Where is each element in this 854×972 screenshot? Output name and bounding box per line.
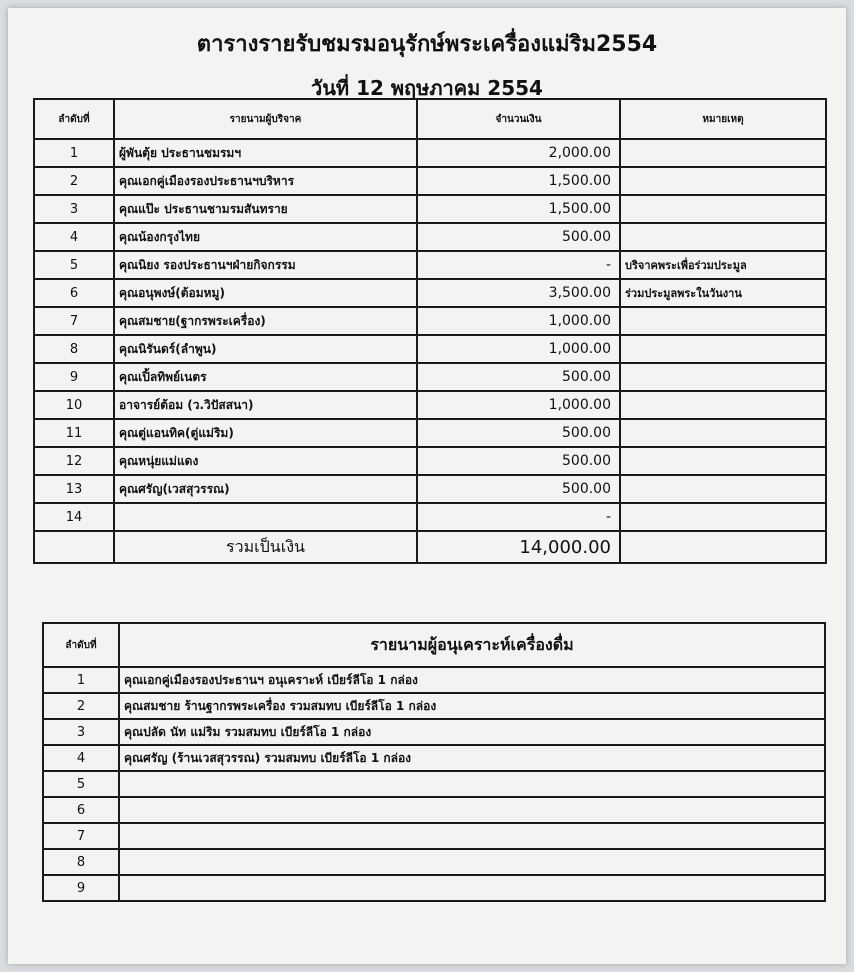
total-row (34, 531, 826, 563)
donation-seq: 1 (34, 139, 114, 167)
donation-seq: 5 (34, 251, 114, 279)
donor-name: คุณเปิ้ลทิพย์เนตร (114, 363, 417, 391)
drink-desc: คุณปลัด นัท แม่ริม รวมสมทบ เบียร์ลีโอ 1 กล่อง (119, 719, 825, 745)
drink-desc: คุณเอกคู่เมืองรองประธานฯ อนุเคราะห์ เบียร์ลีโอ 1 กล่อง (119, 667, 825, 693)
drink-row (43, 875, 825, 901)
donation-amount: 1,500.00 (417, 167, 620, 195)
donation-note (620, 335, 826, 363)
donor-name: คุณหนุ่ยแม่แดง (114, 447, 417, 475)
donation-row (34, 223, 826, 251)
drink-desc: คุณศรัญ (ร้านเวสสุวรรณ) รวมสมทบ เบียร์ลีโอ 1 กล่อง (119, 745, 825, 771)
page-title: ตารางรายรับชมรมอนุรักษ์พระเครื่องแม่ริม2554 (196, 32, 658, 57)
donation-note (620, 447, 826, 475)
donation-amount: 1,000.00 (417, 391, 620, 419)
donation-note (620, 503, 826, 531)
donation-row (34, 419, 826, 447)
donation-row (34, 251, 826, 279)
donation-note (620, 167, 826, 195)
drink-desc (119, 823, 825, 849)
drink-row (43, 693, 825, 719)
drink-desc (119, 849, 825, 875)
drink-row (43, 797, 825, 823)
donation-amount: 500.00 (417, 447, 620, 475)
donation-note (620, 139, 826, 167)
donation-note (620, 223, 826, 251)
drink-row (43, 667, 825, 693)
drink-seq: 2 (43, 693, 119, 719)
drink-seq: 6 (43, 797, 119, 823)
drink-desc (119, 771, 825, 797)
donor-name: คุณสมชาย(ฐากรพระเครื่อง) (114, 307, 417, 335)
header-amount: จำนวนเงิน (417, 99, 620, 139)
donations-table (33, 98, 827, 564)
drinks-header-desc: รายนามผู้อนุเคราะห์เครื่องดื่ม (119, 623, 825, 667)
drink-row (43, 823, 825, 849)
drink-seq: 8 (43, 849, 119, 875)
donation-note (620, 475, 826, 503)
donation-row (34, 307, 826, 335)
total-amount: 14,000.00 (417, 531, 620, 563)
donation-row (34, 475, 826, 503)
donation-seq: 2 (34, 167, 114, 195)
drink-desc (119, 875, 825, 901)
drink-seq: 1 (43, 667, 119, 693)
drinks-header-seq: ลำดับที่ (43, 623, 119, 667)
donation-amount: 1,000.00 (417, 335, 620, 363)
donation-amount: 1,000.00 (417, 307, 620, 335)
donation-note (620, 307, 826, 335)
donation-row (34, 363, 826, 391)
donation-amount: 2,000.00 (417, 139, 620, 167)
donation-row (34, 167, 826, 195)
donation-row (34, 503, 826, 531)
donation-row (34, 447, 826, 475)
header-note: หมายเหตุ (620, 99, 826, 139)
donation-seq: 11 (34, 419, 114, 447)
donation-amount: 500.00 (417, 363, 620, 391)
donor-name: คุณเอกคู่เมืองรองประธานฯบริหาร (114, 167, 417, 195)
donor-name: คุณแป๊ะ ประธานชามรมสันทราย (114, 195, 417, 223)
donation-row (34, 279, 826, 307)
drink-row (43, 719, 825, 745)
donation-seq: 14 (34, 503, 114, 531)
total-note-cell (620, 531, 826, 563)
total-empty-cell (34, 531, 114, 563)
drink-seq: 4 (43, 745, 119, 771)
donation-seq: 13 (34, 475, 114, 503)
donor-name: คุณตู่แอนทิค(ตู่แม่ริม) (114, 419, 417, 447)
drink-seq: 9 (43, 875, 119, 901)
donation-seq: 12 (34, 447, 114, 475)
donor-name: คุณนิรันดร์(ลำพูน) (114, 335, 417, 363)
donation-amount: 500.00 (417, 223, 620, 251)
donation-amount: - (417, 503, 620, 531)
drink-row (43, 771, 825, 797)
donor-name: อาจารย์ต้อม (ว.วิปัสสนา) (114, 391, 417, 419)
donation-note (620, 195, 826, 223)
donation-seq: 9 (34, 363, 114, 391)
donation-note (620, 419, 826, 447)
donor-name: คุณนิยง รองประธานฯฝ่ายกิจกรรม (114, 251, 417, 279)
donation-seq: 7 (34, 307, 114, 335)
drink-row (43, 849, 825, 875)
donation-seq: 4 (34, 223, 114, 251)
drink-desc (119, 797, 825, 823)
drink-seq: 7 (43, 823, 119, 849)
header-donor-name: รายนามผู้บริจาค (114, 99, 417, 139)
drinks-header-row (43, 623, 825, 667)
donation-note: บริจาคพระเพื่อร่วมประมูล (620, 251, 826, 279)
donation-row (34, 139, 826, 167)
total-label: รวมเป็นเงิน (114, 531, 417, 563)
drink-seq: 5 (43, 771, 119, 797)
donation-seq: 10 (34, 391, 114, 419)
donation-amount: 1,500.00 (417, 195, 620, 223)
donation-note (620, 363, 826, 391)
page-date: วันที่ 12 พฤษภาคม 2554 (311, 76, 543, 100)
donation-amount: 500.00 (417, 419, 620, 447)
drink-desc: คุณสมชาย ร้านฐากรพระเครื่อง รวมสมทบ เบียร์ลีโอ 1 กล่อง (119, 693, 825, 719)
donor-name: ผู้พันตุ้ย ประธานชมรมฯ (114, 139, 417, 167)
drink-row (43, 745, 825, 771)
donation-row (34, 335, 826, 363)
drink-seq: 3 (43, 719, 119, 745)
donation-note (620, 391, 826, 419)
donation-seq: 8 (34, 335, 114, 363)
donation-seq: 6 (34, 279, 114, 307)
donation-amount: 3,500.00 (417, 279, 620, 307)
donor-name: คุณอนุพงษ์(ต้อมหมู) (114, 279, 417, 307)
donor-name: คุณน้องกรุงไทย (114, 223, 417, 251)
donation-seq: 3 (34, 195, 114, 223)
header-seq: ลำดับที่ (34, 99, 114, 139)
donation-amount: 500.00 (417, 475, 620, 503)
drinks-table (42, 622, 826, 902)
donation-row (34, 391, 826, 419)
donations-header-row (34, 99, 826, 139)
donor-name: คุณศรัญ(เวสสุวรรณ) (114, 475, 417, 503)
donor-name (114, 503, 417, 531)
donation-row (34, 195, 826, 223)
donation-note: ร่วมประมูลพระในวันงาน (620, 279, 826, 307)
donation-amount: - (417, 251, 620, 279)
